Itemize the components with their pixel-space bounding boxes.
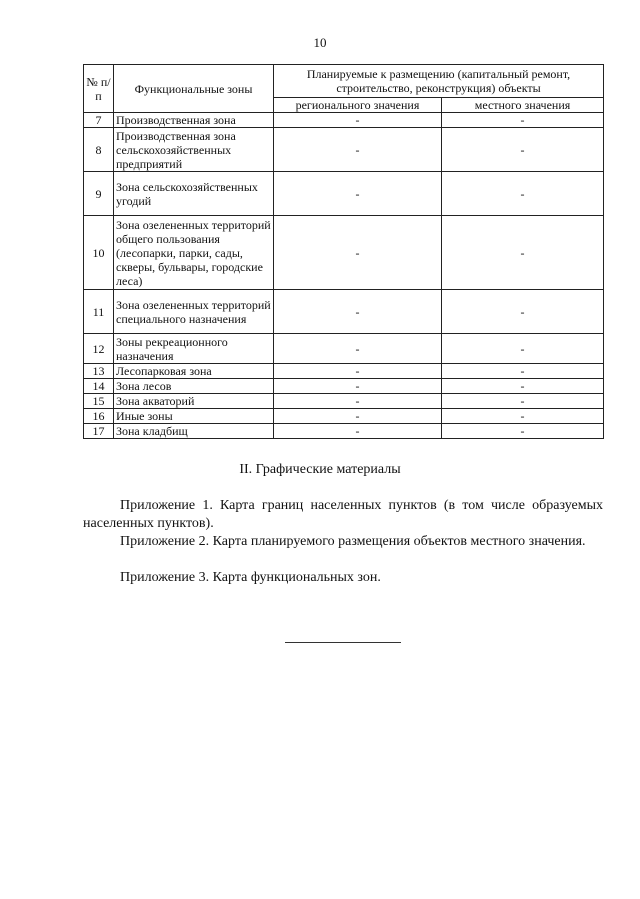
table-row xyxy=(84,379,604,394)
local-value: - xyxy=(442,334,604,364)
table-row xyxy=(84,409,604,424)
zone-name: Лесопарковая зона xyxy=(114,364,274,379)
row-number: 11 xyxy=(84,290,114,334)
zone-name: Иные зоны xyxy=(114,409,274,424)
zone-name: Зона акваторий xyxy=(114,394,274,409)
appendix-paragraph xyxy=(83,533,603,551)
header-regional: регионального значения xyxy=(274,98,442,113)
section-title: II. Графические материалы xyxy=(239,462,401,477)
regional-value: - xyxy=(274,128,442,172)
zone-name: Зона сельскохозяйственных угодий xyxy=(114,172,274,216)
functional-zones-table xyxy=(83,64,604,439)
table-row xyxy=(84,364,604,379)
row-number: 15 xyxy=(84,394,114,409)
table-row xyxy=(84,172,604,216)
appendix-paragraph xyxy=(83,497,603,533)
regional-value: - xyxy=(274,334,442,364)
row-number: 10 xyxy=(84,216,114,290)
appendix-2-text: Приложение 2. Карта планируемого размещения объектов местного значения. xyxy=(120,534,586,549)
table-row xyxy=(84,128,604,172)
appendix-1-text: Приложение 1. Карта границ населенных пунктов (в том числе образуемых населенных пунктов). xyxy=(83,498,603,531)
regional-value: - xyxy=(274,216,442,290)
row-number: 13 xyxy=(84,364,114,379)
local-value: - xyxy=(442,128,604,172)
row-number: 8 xyxy=(84,128,114,172)
header-zones: Функциональные зоны xyxy=(114,65,274,113)
header-number: № п/п xyxy=(84,65,114,113)
row-number: 9 xyxy=(84,172,114,216)
local-value: - xyxy=(442,290,604,334)
closing-divider xyxy=(285,642,401,643)
regional-value: - xyxy=(274,394,442,409)
regional-value: - xyxy=(274,113,442,128)
table-row xyxy=(84,334,604,364)
table-row xyxy=(84,424,604,439)
zone-name: Зоны рекреационного назначения xyxy=(114,334,274,364)
table-row xyxy=(84,216,604,290)
local-value: - xyxy=(442,172,604,216)
header-local: местного значения xyxy=(442,98,604,113)
regional-value: - xyxy=(274,172,442,216)
appendix-3-text: Приложение 3. Карта функциональных зон. xyxy=(120,570,381,585)
appendix-paragraph xyxy=(83,569,603,587)
zone-name: Зона озелененных территорий общего пользования (лесопарки, парки, сады, скверы, бульвары, городские леса) xyxy=(114,216,274,290)
zone-name: Зона кладбищ xyxy=(114,424,274,439)
row-number: 14 xyxy=(84,379,114,394)
row-number: 17 xyxy=(84,424,114,439)
regional-value: - xyxy=(274,364,442,379)
row-number: 12 xyxy=(84,334,114,364)
page-number: 10 xyxy=(313,35,327,50)
local-value: - xyxy=(442,424,604,439)
local-value: - xyxy=(442,113,604,128)
regional-value: - xyxy=(274,290,442,334)
regional-value: - xyxy=(274,379,442,394)
table-row xyxy=(84,290,604,334)
zone-name: Зона лесов xyxy=(114,379,274,394)
local-value: - xyxy=(442,409,604,424)
zone-name: Зона озелененных территорий специального назначения xyxy=(114,290,274,334)
local-value: - xyxy=(442,364,604,379)
table-row xyxy=(84,394,604,409)
header-planned-objects: Планируемые к размещению (капитальный ремонт, строительство, реконструкция) объекты xyxy=(274,65,604,98)
row-number: 16 xyxy=(84,409,114,424)
local-value: - xyxy=(442,216,604,290)
table-row xyxy=(84,113,604,128)
regional-value: - xyxy=(274,424,442,439)
zone-name: Производственная зона сельскохозяйственных предприятий xyxy=(114,128,274,172)
zone-name: Производственная зона xyxy=(114,113,274,128)
local-value: - xyxy=(442,394,604,409)
local-value: - xyxy=(442,379,604,394)
regional-value: - xyxy=(274,409,442,424)
row-number: 7 xyxy=(84,113,114,128)
